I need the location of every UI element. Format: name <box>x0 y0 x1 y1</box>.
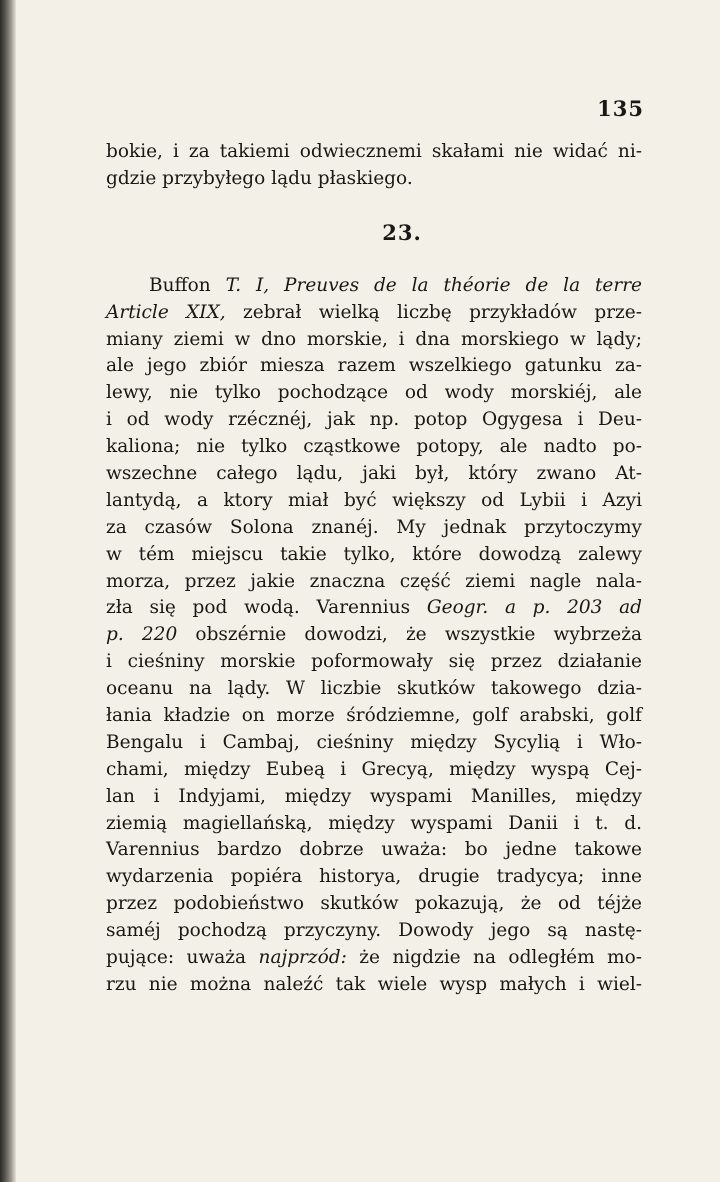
text-line: kaliona; nie tylko cząstkowe potopy, ale nadto po- <box>106 436 642 458</box>
citation-italic: Article XIX, <box>106 301 226 323</box>
text-line: i cieśniny morskie poformowały się przez działanie <box>106 651 642 673</box>
text-line: łania kładzie on morze śródziemne, golf arabski, golf <box>106 705 642 727</box>
citation-italic: p. 220 <box>106 624 178 646</box>
text-run: pujące: uważa <box>106 947 259 969</box>
text-line: saméj pochodzą przyczyny. Dowody jego są nastę- <box>106 920 642 942</box>
text-line: rzu nie można naleźć tak wiele wysp małych i wiel- <box>106 973 642 995</box>
citation-italic: Geogr. a p. 203 ad <box>426 597 642 619</box>
text-run: że nigdzie na odległém mo- <box>346 947 642 969</box>
text-line <box>106 945 642 972</box>
book-spine-shadow <box>0 0 16 1182</box>
text-line <box>106 622 642 649</box>
text-run: obszérnie dowodzi, że wszystkie wybrzeża <box>177 624 642 646</box>
text-line: oceanu na lądy. W liczbie skutków takowego dzia- <box>106 678 642 700</box>
text-line: Bengalu i Cambaj, cieśniny między Sycylią i Wło- <box>106 731 642 753</box>
text-line: lantydą, a ktory miał być większy od Lybii i Azyi <box>106 489 642 511</box>
page-number: 135 <box>597 96 644 121</box>
text-line: morza, przez jakie znaczna część ziemi nagle nala- <box>106 570 642 592</box>
text-run: zła się pod wodą. Varennius <box>106 597 427 619</box>
text-run: Buffon <box>149 274 226 296</box>
emphasis-italic: najprzód: <box>258 947 347 969</box>
text-run: zebrał wielką liczbę przykładów prze- <box>225 301 642 323</box>
text-line: za czasów Solona znanéj. My jednak przytoczymy <box>106 516 642 538</box>
text-line: lan i Indyjami, między wyspami Manilles, między <box>106 785 642 807</box>
text-line: w tém miejscu takie tylko, które dowodzą zalewy <box>106 543 642 565</box>
citation-italic: T. I, Preuves de la théorie de la terre <box>225 274 642 296</box>
text-line: wszechne całego lądu, jaki był, który zwano At- <box>106 463 642 485</box>
text-line: ziemią magiellańską, między wyspami Danii i t. d. <box>106 812 642 834</box>
text-line: bokie, i za takiemi odwiecznemi skałami nie widać ni- <box>106 141 642 162</box>
text-line: i od wody rzécznéj, jak np. potop Ogygesa i Deu- <box>106 409 642 431</box>
section-heading: 23. <box>382 219 422 245</box>
page-text <box>106 139 642 999</box>
text-line <box>106 595 642 622</box>
text-line: wydarzenia popiéra historya, drugie tradycya; inne <box>106 866 642 888</box>
text-line: lewy, nie tylko pochodzące od wody morskiéj, ale <box>106 382 642 404</box>
text-line: chami, między Eubeą i Grecyą, między wyspą Cej- <box>106 758 642 780</box>
text-line: miany ziemi w dno morskie, i dna morskiego w lądy; <box>106 328 642 350</box>
text-line: ale jego zbiór miesza razem wszelkiego gatunku za- <box>106 355 642 377</box>
text-line: gdzie przybyłego lądu płaskiego. <box>106 167 413 189</box>
text-line: przez podobieństwo skutków pokazują, że od téjże <box>106 893 642 915</box>
text-line <box>106 273 642 300</box>
text-line: Varennius bardzo dobrze uważa: bo jedne takowe <box>106 839 642 861</box>
text-line <box>106 300 642 327</box>
